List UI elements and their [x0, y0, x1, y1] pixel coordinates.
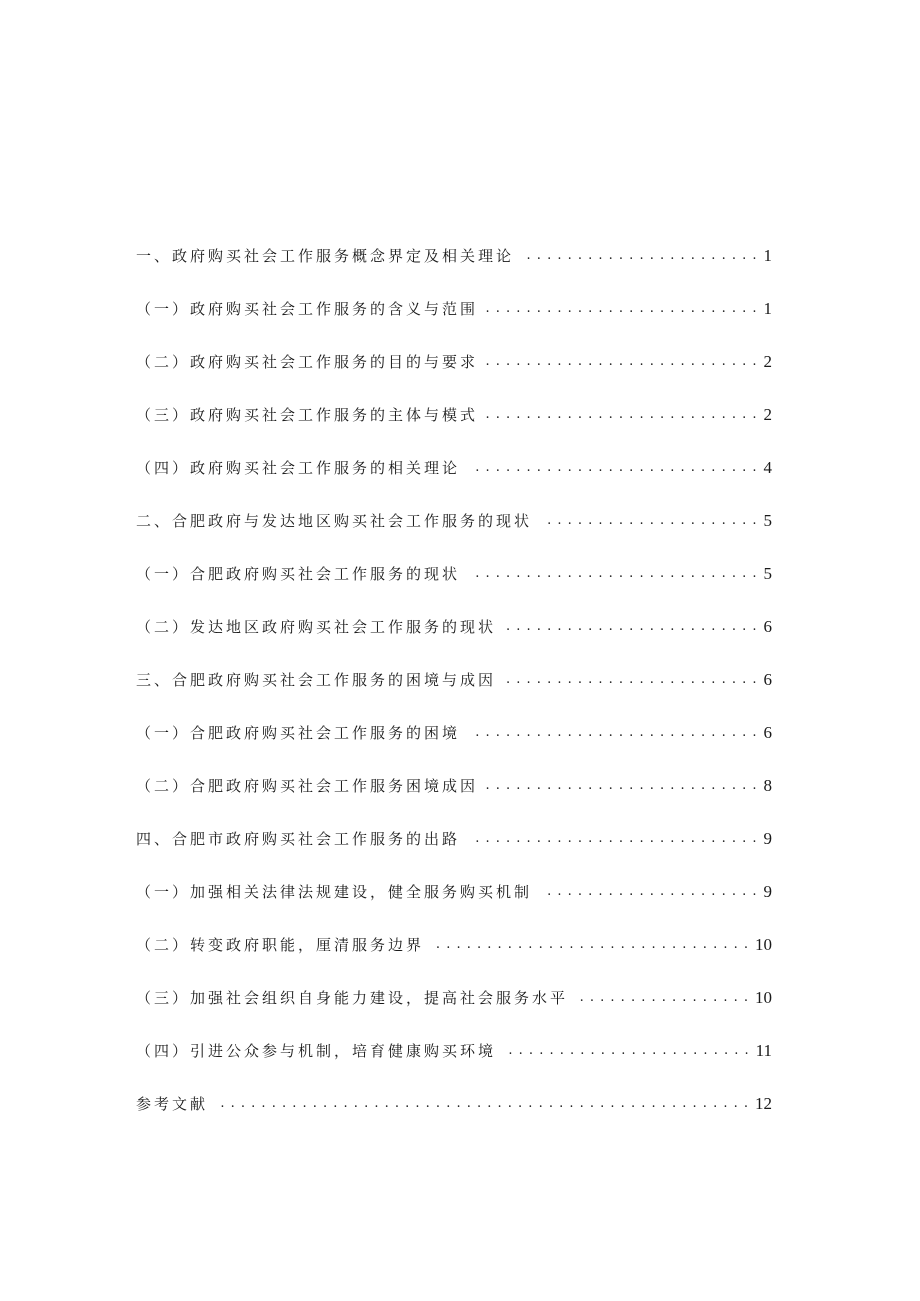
toc-entry-title: （一）合肥政府购买社会工作服务的困境: [136, 724, 461, 742]
toc-entry-3[interactable]: [136, 664, 772, 690]
toc-dot-leader: [468, 458, 757, 478]
toc-page-number: 5: [763, 511, 772, 530]
toc-entry-title: （一）政府购买社会工作服务的含义与范围: [136, 300, 479, 318]
toc-page-number: 2: [763, 352, 772, 371]
toc-entry-4-2[interactable]: [136, 929, 772, 955]
toc-page-number: 2: [763, 405, 772, 424]
toc-page-number: 9: [763, 829, 772, 848]
toc-page-number: 11: [755, 1041, 772, 1060]
toc-entry-1-1[interactable]: [136, 293, 772, 319]
toc-page-number: 8: [763, 776, 772, 795]
toc-dot-leader: [504, 617, 757, 637]
toc-entry-3-1[interactable]: [136, 717, 772, 743]
toc-entry-title: （三）政府购买社会工作服务的主体与模式: [136, 406, 479, 424]
toc-dot-leader: [468, 564, 757, 584]
toc-entry-title: （四）引进公众参与机制，培育健康购买环境: [136, 1042, 497, 1060]
toc-entry-title: 一、政府购买社会工作服务概念界定及相关理论: [136, 247, 515, 265]
toc-entry-2-1[interactable]: [136, 558, 772, 584]
toc-entry-1-2[interactable]: [136, 346, 772, 372]
toc-dot-leader: [468, 723, 757, 743]
toc-dot-leader: [576, 988, 749, 1008]
toc-dot-leader: [540, 882, 757, 902]
toc-dot-leader: [540, 511, 757, 531]
toc-dot-leader: [504, 670, 757, 690]
toc-entry-2[interactable]: [136, 505, 772, 531]
toc-entry-4-4[interactable]: [136, 1035, 772, 1061]
toc-dot-leader: [486, 352, 757, 372]
toc-page-number: 12: [755, 1094, 772, 1113]
toc-entry-1[interactable]: [136, 240, 772, 266]
toc-page-number: 10: [755, 935, 772, 954]
toc-page-number: 1: [763, 246, 772, 265]
toc-entry-references[interactable]: [136, 1088, 772, 1114]
toc-dot-leader: [486, 405, 757, 425]
toc-entry-1-4[interactable]: [136, 452, 772, 478]
toc-entry-3-2[interactable]: [136, 770, 772, 796]
toc-entry-4[interactable]: [136, 823, 772, 849]
toc-page-number: 6: [763, 723, 772, 742]
toc-entry-title: 四、合肥市政府购买社会工作服务的出路: [136, 830, 461, 848]
toc-entry-1-3[interactable]: [136, 399, 772, 425]
toc-page-number: 5: [763, 564, 772, 583]
toc-entry-title: 参考文献: [136, 1095, 209, 1113]
toc-page-number: 4: [763, 458, 772, 477]
toc-entry-title: （二）合肥政府购买社会工作服务困境成因: [136, 777, 479, 795]
toc-dot-leader: [486, 299, 757, 319]
toc-entry-title: （二）发达地区政府购买社会工作服务的现状: [136, 618, 497, 636]
toc-entry-title: （四）政府购买社会工作服务的相关理论: [136, 459, 461, 477]
toc-entry-title: （二）政府购买社会工作服务的目的与要求: [136, 353, 479, 371]
toc-entry-title: 三、合肥政府购买社会工作服务的困境与成因: [136, 671, 497, 689]
toc-page-number: 10: [755, 988, 772, 1007]
toc-entry-4-1[interactable]: [136, 876, 772, 902]
toc-page-number: 1: [763, 299, 772, 318]
toc-dot-leader: [504, 1041, 750, 1061]
toc-dot-leader: [522, 246, 757, 266]
toc-entry-title: 二、合肥政府与发达地区购买社会工作服务的现状: [136, 512, 533, 530]
toc-entry-title: （二）转变政府职能，厘清服务边界: [136, 936, 425, 954]
toc-dot-leader: [468, 829, 757, 849]
toc-dot-leader: [486, 776, 757, 796]
toc-dot-leader: [216, 1094, 749, 1114]
toc-entry-4-3[interactable]: [136, 982, 772, 1008]
toc-entry-title: （一）合肥政府购买社会工作服务的现状: [136, 565, 461, 583]
toc-entry-title: （三）加强社会组织自身能力建设，提高社会服务水平: [136, 989, 569, 1007]
toc-page-number: 6: [763, 617, 772, 636]
toc-dot-leader: [432, 935, 749, 955]
toc-entry-2-2[interactable]: [136, 611, 772, 637]
toc-entry-title: （一）加强相关法律法规建设，健全服务购买机制: [136, 883, 533, 901]
toc-page-number: 6: [763, 670, 772, 689]
toc-page-number: 9: [763, 882, 772, 901]
